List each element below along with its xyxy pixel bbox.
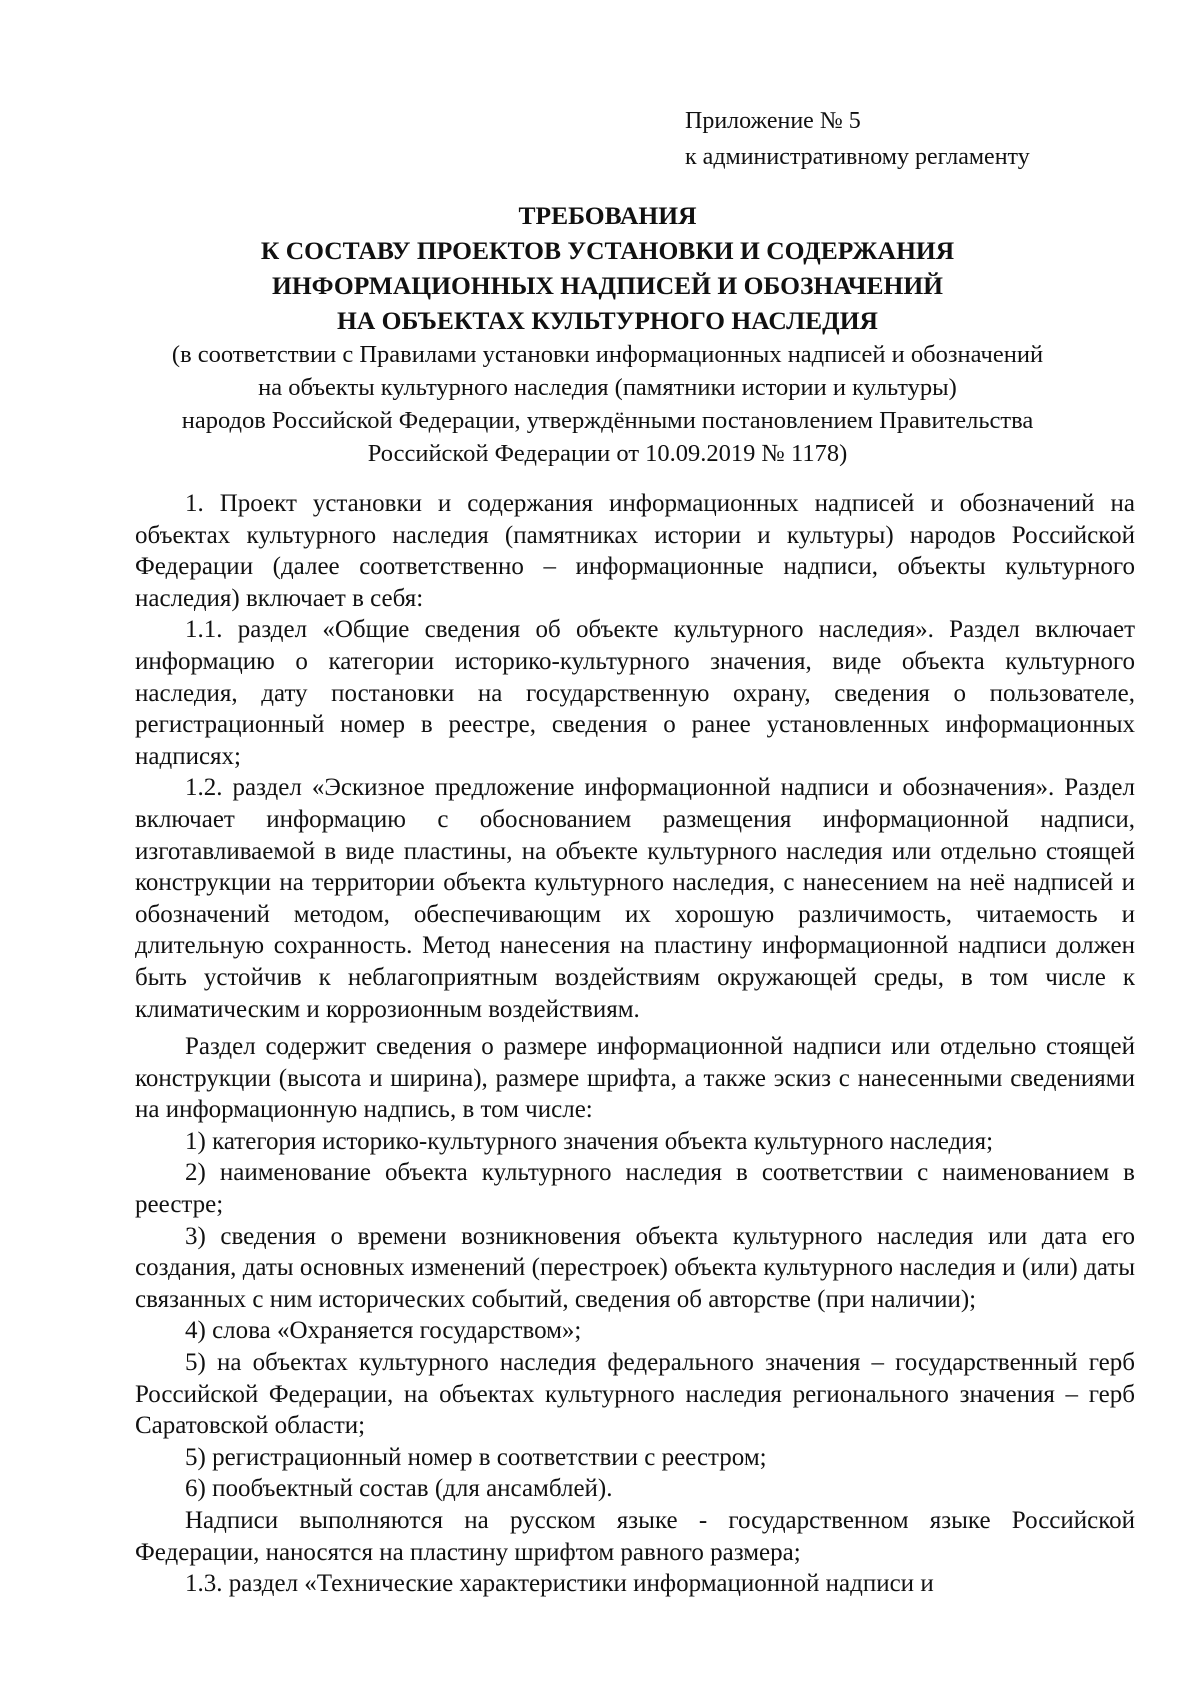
paragraph-language: Надписи выполняются на русском языке - государственном языке Российской Федерации, наносятся на пластину шрифтом равного размера;: [135, 1507, 1135, 1566]
paragraph-section-contents: Раздел содержит сведения о размере информационной надписи или отдельно стоящей конструкции (высота и ширина), размере шрифта, а также эскиз с нанесенными сведениями на информационную надпись, в том числе:: [135, 1033, 1135, 1124]
list-item-2: 2) наименование объекта культурного наследия в соответствии с наименованием в реестре;: [135, 1159, 1135, 1219]
annex-regulation: к административному регламенту: [685, 144, 1030, 170]
document-body: [135, 488, 1135, 1600]
subtitle-line: на объекты культурного наследия (памятники истории и культуры): [258, 374, 957, 401]
title-line: К СОСТАВУ ПРОЕКТОВ УСТАНОВКИ И СОДЕРЖАНИЯ: [260, 236, 955, 265]
subtitle-line: (в соответствии с Правилами установки информационных надписей и обозначений: [171, 341, 1044, 368]
annex-number: Приложение № 5: [685, 108, 861, 134]
annex-reference: [685, 103, 1030, 175]
list-item-3: 3) сведения о времени возникновения объекта культурного наследия или дата его создания, даты основных изменений (перестроек) объекта культурного наследия и (или) даты связанных с ним исторических событий, сведения об авторстве (при наличии);: [135, 1222, 1135, 1313]
list-item-1: 1) категория историко-культурного значения объекта культурного наследия;: [185, 1127, 994, 1155]
title-line: ИНФОРМАЦИОННЫХ НАДПИСЕЙ И ОБОЗНАЧЕНИЙ: [271, 271, 944, 300]
list-item-4: 4) слова «Охраняется государством»;: [185, 1317, 582, 1345]
subtitle-line: народов Российской Федерации, утверждёнными постановлением Правительства: [181, 407, 1034, 434]
list-item-5b: 5) регистрационный номер в соответствии с реестром;: [185, 1443, 767, 1471]
title-line: НА ОБЪЕКТАХ КУЛЬТУРНОГО НАСЛЕДИЯ: [337, 306, 878, 335]
list-item-5a: 5) на объектах культурного наследия федерального значения – государственный герб Российской Федерации, на объектах культурного наследия регионального значения – герб Саратовской области;: [135, 1349, 1135, 1440]
paragraph-item-1-3: 1.3. раздел «Технические характеристики информационной надписи и: [185, 1570, 934, 1598]
title-line: ТРЕБОВАНИЯ: [518, 201, 697, 230]
paragraph-item-1-1: 1.1. раздел «Общие сведения об объекте культурного наследия». Раздел включает информацию о категории историко-культурного значения, виде объекта культурного наследия, дату постановки на государственную охрану, сведения о пользователе, регистрационный номер в реестре, сведения о ранее установленных информационных надписях;: [135, 616, 1135, 770]
document-title-block: [115, 198, 1100, 470]
list-item-6: 6) пообъектный состав (для ансамблей).: [185, 1475, 613, 1503]
paragraph-item-1-2: 1.2. раздел «Эскизное предложение информационной надписи и обозначения». Раздел включает информацию с обоснованием размещения информационной надписи, изготавливаемой в виде пластины, на объекте культурного наследия или отдельно стоящей конструкции на территории объекта культурного наследия, с нанесением на неё надписей и обозначений методом, обеспечивающим их хорошую различимость, читаемость и длительную сохранность. Метод нанесения на пластину информационной надписи должен быть устойчив к неблагоприятным воздействиям окружающей среды, в том числе к климатическим и коррозионным воздействиям.: [135, 774, 1135, 1023]
subtitle-line: Российской Федерации от 10.09.2019 № 1178): [367, 440, 848, 467]
paragraph-item-1: 1. Проект установки и содержания информационных надписей и обозначений на объектах культурного наследия (памятниках истории и культуры) народов Российской Федерации (далее соответственно – информационные надписи, объекты культурного наследия) включает в себя:: [135, 490, 1135, 612]
